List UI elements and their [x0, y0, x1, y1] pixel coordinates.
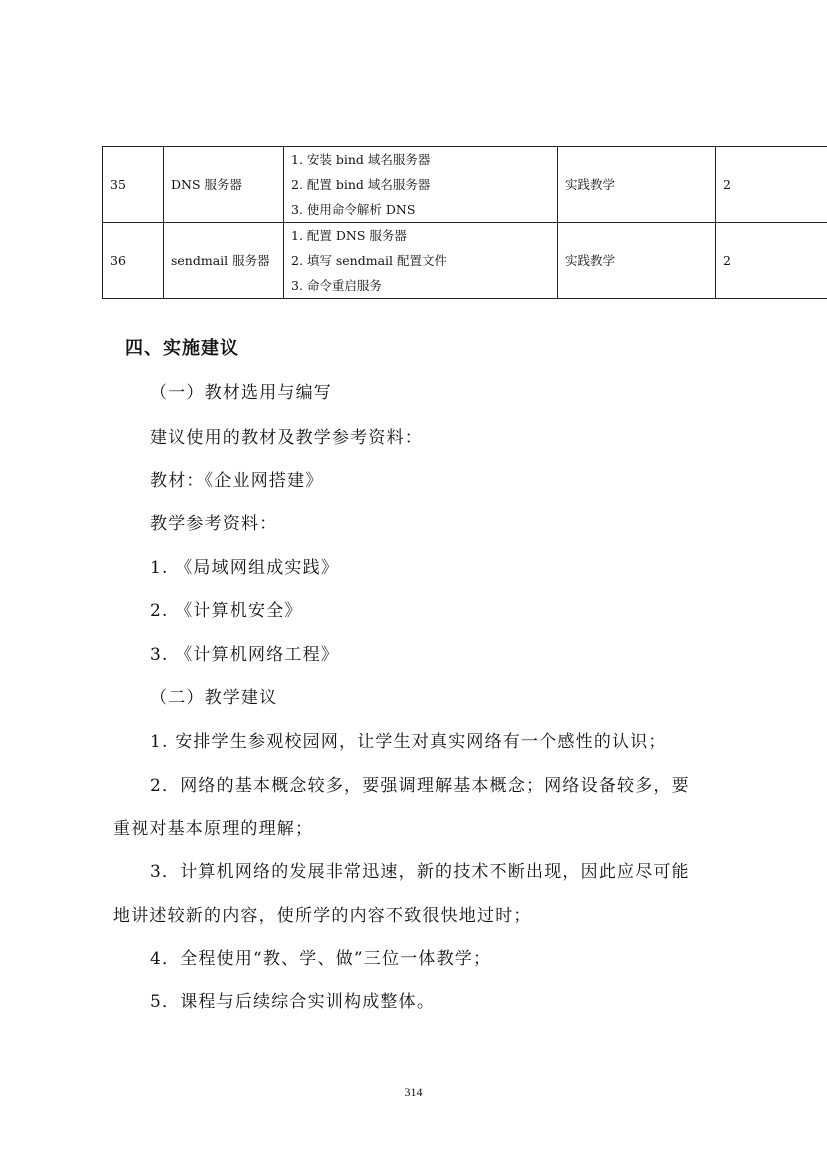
section-heading: 四、实施建议 — [125, 338, 239, 359]
suggestion-item: 2．网络的基本概念较多，要强调理解基本概念；网络设备较多，要 — [150, 776, 690, 796]
task-item: 2. 填写 sendmail 配置文件 — [291, 253, 448, 268]
suggestion-item: 5．课程与后续综合实训构成整体。 — [150, 992, 436, 1012]
subsection-heading: （二）教学建议 — [150, 688, 278, 708]
hours: 2 — [716, 147, 827, 223]
course-table — [102, 146, 827, 299]
table-row — [103, 147, 827, 223]
module-name: DNS 服务器 — [164, 147, 284, 223]
reference-item: 1. 《局域网组成实践》 — [150, 558, 340, 578]
paragraph: 建议使用的教材及教学参考资料： — [150, 428, 423, 448]
subsection-heading: （一）教材选用与编写 — [150, 383, 332, 403]
task-item: 1. 配置 DNS 服务器 — [291, 228, 407, 243]
suggestion-item-continued: 地讲述较新的内容，使所学的内容不致很快地过时； — [113, 906, 532, 926]
row-number: 35 — [103, 147, 164, 223]
task-item: 2. 配置 bind 域名服务器 — [291, 177, 431, 192]
suggestion-item: 1. 安排学生参观校园网，让学生对真实网络有一个感性的认识； — [150, 732, 667, 752]
suggestion-item: 3．计算机网络的发展非常迅速，新的技术不断出现，因此应尽可能 — [150, 862, 690, 882]
row-number: 36 — [103, 223, 164, 299]
page-number: 314 — [404, 1085, 423, 1099]
reference-item: 3. 《计算机网络工程》 — [150, 645, 340, 665]
hours: 2 — [716, 223, 827, 299]
teaching-method: 实践教学 — [558, 147, 716, 223]
task-list — [284, 223, 558, 299]
task-item: 3. 命令重启服务 — [291, 278, 382, 293]
task-item: 1. 安装 bind 域名服务器 — [291, 152, 431, 167]
teaching-method: 实践教学 — [558, 223, 716, 299]
module-name: sendmail 服务器 — [164, 223, 284, 299]
paragraph: 教材：《企业网搭建》 — [150, 471, 324, 491]
paragraph: 教学参考资料： — [150, 514, 278, 534]
reference-item: 2. 《计算机安全》 — [150, 601, 303, 621]
task-item: 3. 使用命令解析 DNS — [291, 202, 416, 217]
suggestion-item: 4．全程使用“教、学、做”三位一体教学； — [150, 949, 492, 969]
task-list — [284, 147, 558, 223]
table-row — [103, 223, 827, 299]
suggestion-item-continued: 重视对基本原理的理解； — [113, 819, 314, 839]
